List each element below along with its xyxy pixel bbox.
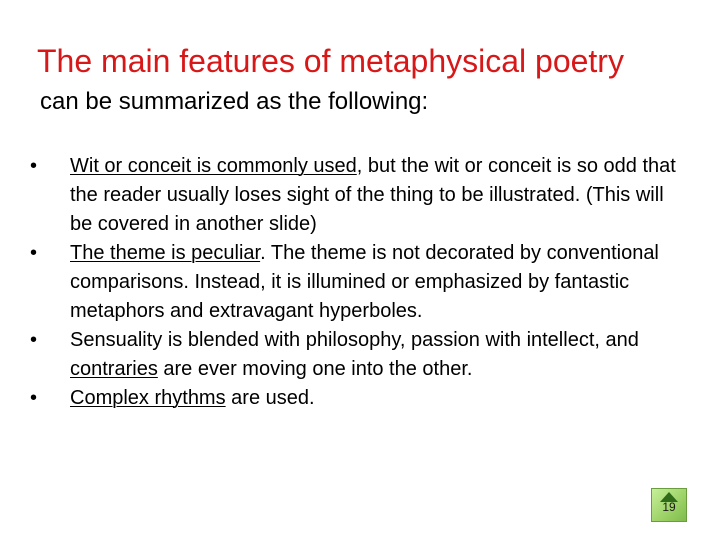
slide-subtitle: can be summarized as the following:: [40, 88, 429, 115]
underlined-phrase: contraries: [70, 358, 158, 380]
bullet-item: [30, 152, 690, 239]
underlined-phrase: Wit or conceit is commonly used: [70, 155, 357, 177]
bullet-item: [30, 239, 690, 326]
bullet-dot-icon: •: [30, 329, 38, 351]
bullet-list: [30, 152, 690, 413]
page-number: 19: [662, 500, 676, 514]
underlined-phrase: The theme is peculiar: [70, 242, 261, 264]
bullet-text: Sensuality is blended with philosophy, passion with intellect, and: [70, 329, 639, 351]
bullet-text: . The theme is not decorated by conventional comparisons. Instead, it is illumined or emphasized by fantastic metaphors and extravagant hyperboles.: [70, 242, 659, 322]
bullet-item: [30, 384, 690, 413]
bullet-dot-icon: •: [30, 155, 38, 177]
bullet-item: [30, 326, 690, 384]
bullet-dot-icon: •: [30, 242, 38, 264]
page-number-button[interactable]: [651, 488, 687, 522]
bullet-text: , but the wit or conceit is so odd that the reader usually loses sight of the thing to be illustrated. (This will be covered in another slide): [70, 155, 676, 235]
bullet-text: are ever moving one into the other.: [157, 358, 473, 380]
bullet-text: are used.: [225, 387, 315, 409]
slide-title: The main features of metaphysical poetry: [37, 43, 624, 79]
bullet-dot-icon: •: [30, 387, 38, 409]
underlined-phrase: Complex rhythms: [70, 387, 226, 409]
